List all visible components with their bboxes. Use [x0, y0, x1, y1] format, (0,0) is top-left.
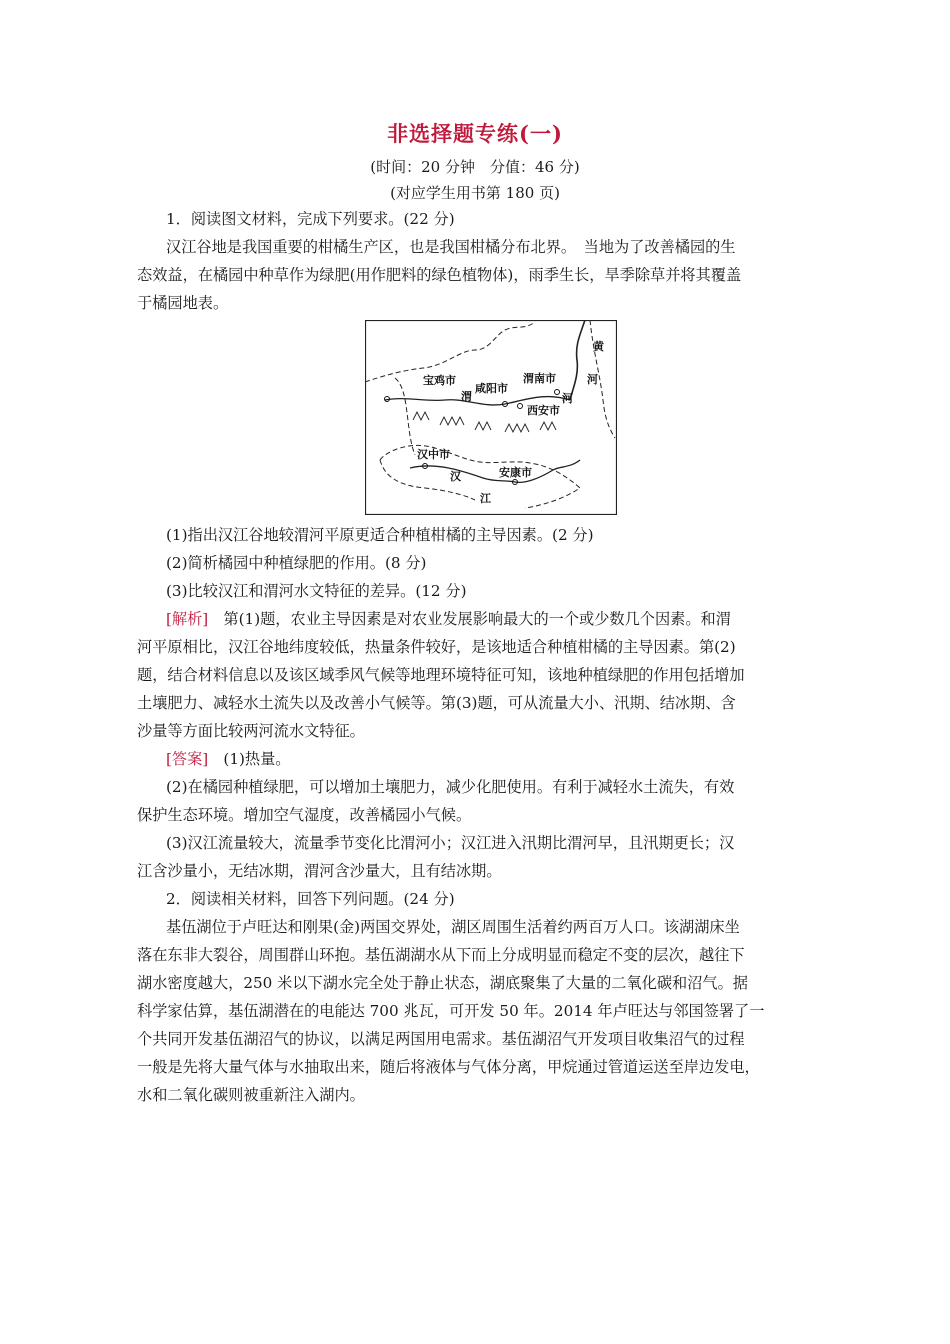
- label-ankang: 安康市: [499, 466, 532, 479]
- label-wei-river: 渭: [461, 390, 472, 403]
- time-score-line: (时间：20 分钟 分值：46 分): [370, 158, 580, 176]
- answer-line: (2)在橘园种植绿肥，可以增加土壤肥力，减少化肥使用。有利于减轻水土流失，有效: [166, 778, 735, 796]
- analysis-line: 河平原相比，汉江谷地纬度较低，热量条件较好，是该地适合种植柑橘的主导因素。第(2): [137, 638, 736, 656]
- q2-material-line: 一般是先将大量气体与水抽取出来，随后将液体与气体分离，甲烷通过管道运送至岸边发电，: [137, 1058, 760, 1076]
- answer-line: 保护生态环境。增加空气湿度，改善橘园小气候。: [137, 806, 472, 824]
- q1-material-line: 态效益，在橘园中种草作为绿肥(用作肥料的绿色植物体)，雨季生长，旱季除草并将其覆盖: [137, 266, 742, 284]
- question-2-heading: 2．阅读相关材料，回答下列问题。(24 分): [166, 890, 455, 908]
- q1-sub-question-3: (3)比较汉江和渭河水文特征的差异。(12 分): [166, 582, 467, 600]
- region-map: [365, 320, 617, 515]
- label-weinan: 渭南市: [523, 372, 556, 385]
- book-reference: (对应学生用书第 180 页): [390, 184, 560, 202]
- label-hanzhong: 汉中市: [417, 448, 450, 461]
- q2-material-line: 落在东非大裂谷，周围群山环抱。基伍湖湖水从下而上分成明显而稳定不变的层次，越往下: [137, 946, 745, 964]
- page-title: 非选择题专练(一): [387, 121, 563, 146]
- q2-material-line: 水和二氧化碳则被重新注入湖内。: [137, 1086, 365, 1104]
- q1-material-line: 于橘园地表。: [137, 294, 229, 312]
- answer-tag: [答案]: [166, 750, 209, 768]
- analysis-text: 第(1)题，农业主导因素是对农业发展影响最大的一个或少数几个因素。和渭: [208, 610, 731, 628]
- label-huang-he: 河: [587, 373, 598, 386]
- map-frame: [366, 321, 617, 515]
- label-xianyang: 咸阳市: [475, 382, 508, 395]
- q1-sub-question-1: (1)指出汉江谷地较渭河平原更适合种植柑橘的主导因素。(2 分): [166, 526, 594, 544]
- answer-line: (3)汉江流量较大，流量季节变化比渭河小；汉江进入汛期比渭河早，且汛期更长；汉: [166, 834, 735, 852]
- label-han: 汉: [450, 470, 461, 483]
- answer-text: (1)热量。: [208, 750, 291, 768]
- answer-line: 江含沙量小，无结冰期，渭河含沙量大，且有结冰期。: [137, 862, 502, 880]
- analysis-line: 沙量等方面比较两河流水文特征。: [137, 722, 365, 740]
- q1-material-line: 汉江谷地是我国重要的柑橘生产区，也是我国柑橘分布北界。 当地为了改善橘园的生: [166, 238, 736, 256]
- label-jiang: 江: [480, 492, 491, 505]
- label-baoji: 宝鸡市: [423, 374, 456, 387]
- q1-sub-question-2: (2)简析橘园中种植绿肥的作用。(8 分): [166, 554, 427, 572]
- analysis-line: [166, 608, 731, 629]
- analysis-tag: [解析]: [166, 610, 209, 628]
- analysis-line: 土壤肥力、减轻水土流失以及改善小气候等。第(3)题，可从流量大小、汛期、结冰期、含: [137, 694, 736, 712]
- q2-material-line: 基伍湖位于卢旺达和刚果(金)两国交界处，湖区周围生活着约两百万人口。该湖湖床坐: [166, 918, 740, 936]
- analysis-line: 题，结合材料信息以及该区域季风气候等地理环境特征可知，该地种植绿肥的作用包括增加: [137, 666, 745, 684]
- answer-line: [166, 748, 291, 769]
- label-wei-he: 河: [562, 392, 573, 405]
- label-xian: 西安市: [527, 404, 560, 417]
- q2-material-line: 科学家估算，基伍湖潜在的电能达 700 兆瓦，可开发 50 年。2014 年卢旺达与邻国签署了一: [137, 1002, 765, 1020]
- label-huang: 黄: [593, 340, 604, 353]
- question-1-heading: 1．阅读图文材料，完成下列要求。(22 分): [166, 210, 455, 228]
- q2-material-line: 个共同开发基伍湖沼气的协议，以满足两国用电需求。基伍湖沼气开发项目收集沼气的过程: [137, 1030, 745, 1048]
- map-figure: [365, 320, 617, 515]
- q2-material-line: 湖水密度越大，250 米以下湖水完全处于静止状态，湖底聚集了大量的二氧化碳和沼气。据: [137, 974, 748, 992]
